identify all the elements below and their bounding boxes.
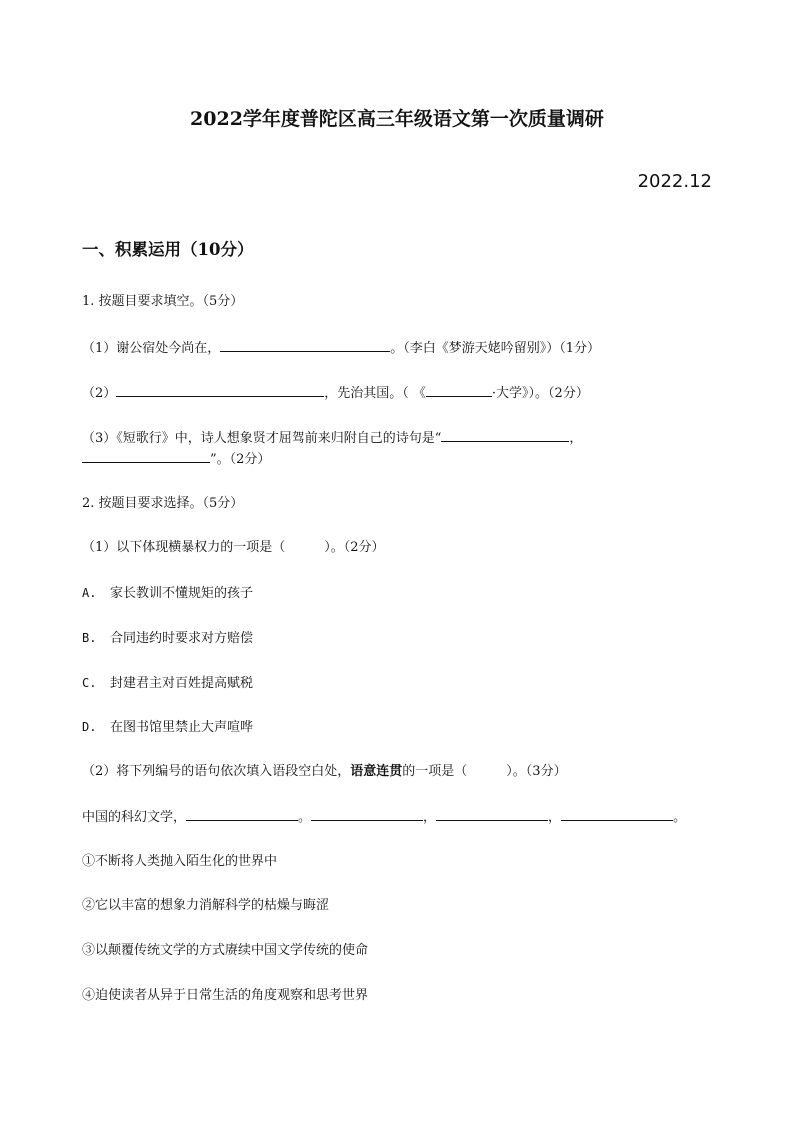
option-c[interactable]: C. 封建君主对百姓提高赋税 xyxy=(82,676,254,691)
fill-blank[interactable] xyxy=(311,806,423,821)
page-title: 2022学年度普陀区高三年级语文第一次质量调研 xyxy=(190,108,604,130)
option-d[interactable]: D. 在图书馆里禁止大声喧哗 xyxy=(82,720,254,735)
question-1-sub-3: （3）《短歌行》中，诗人想象贤才屈驾前来归附自己的诗句是“ ， xyxy=(82,427,712,450)
fill-blank[interactable] xyxy=(82,448,210,463)
question-2-stem: 2. 按题目要求选择。（5分） xyxy=(82,496,244,511)
option-a[interactable]: A. 家长教训不懂规矩的孩子 xyxy=(82,586,254,601)
question-1-stem: 1. 按题目要求填空。（5分） xyxy=(82,294,244,309)
fill-blank[interactable] xyxy=(561,806,673,821)
question-2-sub-1: （1）以下体现横暴权力的一项是（ ）。（2分） xyxy=(82,540,385,555)
option-b[interactable]: B. 合同违约时要求对方赔偿 xyxy=(82,631,254,646)
question-1-sub-1: （1）谢公宿处今尚在， 。（李白《梦游天姥吟留别》）（1分） xyxy=(82,337,712,360)
fill-blank[interactable] xyxy=(220,337,390,352)
section-heading: 一、积累运用（10分） xyxy=(82,240,254,259)
sentence-item-2: ②它以丰富的想象力消解科学的枯燥与晦涩 xyxy=(82,898,330,913)
fill-blank[interactable] xyxy=(116,382,324,397)
sentence-item-3: ③以颠覆传统文学的方式赓续中国文学传统的使命 xyxy=(82,943,369,958)
sentence-item-4: ④迫使读者从异于日常生活的角度观察和思考世界 xyxy=(82,988,369,1003)
fill-blank[interactable] xyxy=(436,806,548,821)
exam-date: 2022.12 xyxy=(637,171,712,192)
sentence-item-1: ①不断将人类抛入陌生化的世界中 xyxy=(82,854,278,869)
question-1-sub-2: （2） ，先治其国。（ 《 ·大学》）。（2分） xyxy=(82,382,712,405)
fill-blank[interactable] xyxy=(441,427,569,442)
fill-blank[interactable] xyxy=(186,806,298,821)
fill-blank[interactable] xyxy=(426,382,492,397)
question-1-sub-3-cont: ”。（2分） xyxy=(82,448,712,471)
question-2-sub-2: （2）将下列编号的语句依次填入语段空白处，语意连贯的一项是（ ）。（3分） xyxy=(82,764,567,779)
passage-with-blanks: 中国的科幻文学， 。 ， ， 。 xyxy=(82,806,712,829)
